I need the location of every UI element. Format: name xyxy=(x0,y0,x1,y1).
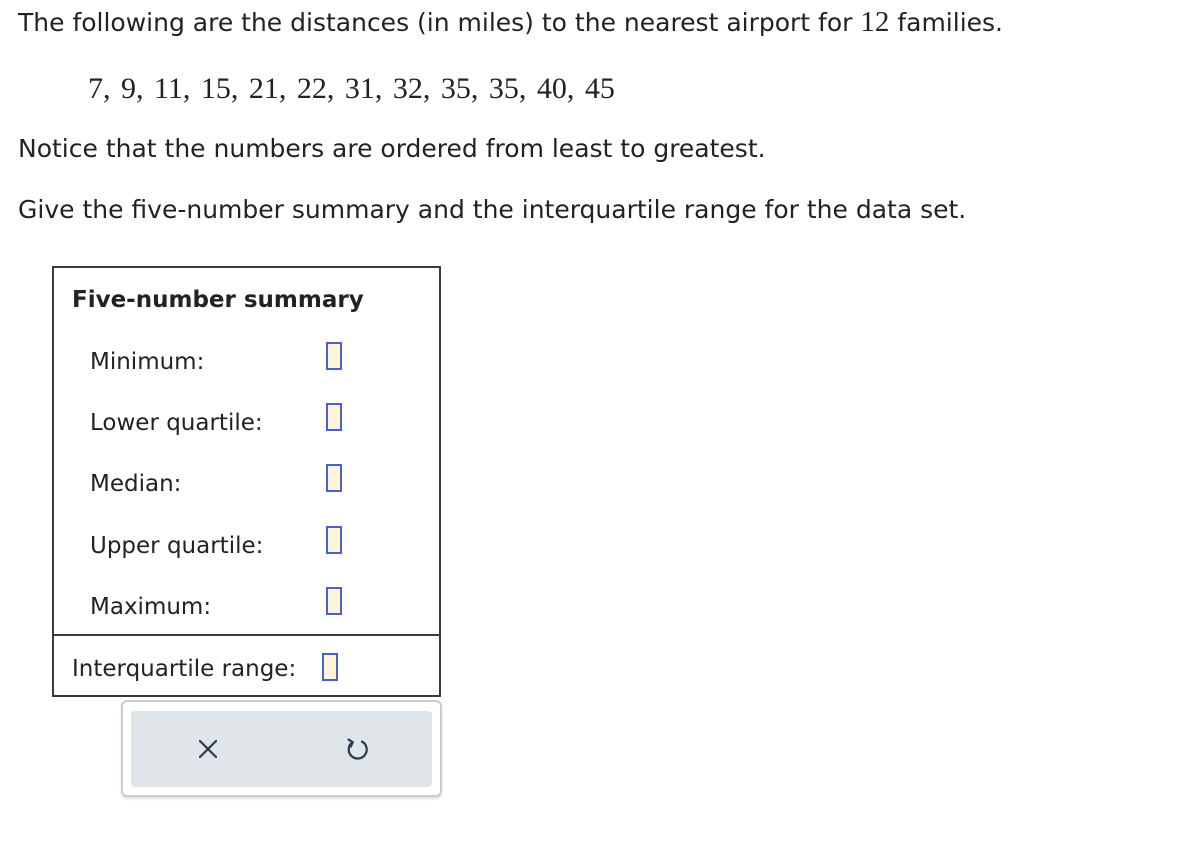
question-intro xyxy=(18,7,1003,38)
iqr-label: Interquartile range: xyxy=(72,656,297,682)
family-count: 12 xyxy=(860,6,890,38)
lower-quartile-input[interactable] xyxy=(326,403,342,431)
question-intro-suffix: families. xyxy=(889,8,1004,37)
notice-text: Notice that the numbers are ordered from least to greatest. xyxy=(18,134,766,163)
summary-title: Five-number summary xyxy=(72,287,364,313)
five-number-summary-panel xyxy=(52,266,441,697)
median-label: Median: xyxy=(90,471,182,497)
clear-button[interactable] xyxy=(190,731,226,767)
answer-controls xyxy=(121,700,442,797)
minimum-label: Minimum: xyxy=(90,349,205,375)
lower-quartile-label: Lower quartile: xyxy=(90,410,263,436)
undo-arrow-icon xyxy=(344,736,370,762)
undo-button[interactable] xyxy=(339,731,375,767)
close-x-icon xyxy=(196,737,220,761)
data-values: 7, 9, 11, 15, 21, 22, 31, 32, 35, 35, 40, 45 xyxy=(88,72,615,105)
panel-divider xyxy=(54,634,439,636)
question-intro-prefix: The following are the distances (in miles) to the nearest airport for xyxy=(18,8,861,37)
iqr-input[interactable] xyxy=(322,653,338,681)
upper-quartile-label: Upper quartile: xyxy=(90,533,264,559)
instruction-text: Give the five-number summary and the interquartile range for the data set. xyxy=(18,195,967,224)
maximum-input[interactable] xyxy=(326,587,342,615)
upper-quartile-input[interactable] xyxy=(326,526,342,554)
median-input[interactable] xyxy=(326,464,342,492)
button-bar xyxy=(131,711,432,787)
maximum-label: Maximum: xyxy=(90,594,212,620)
minimum-input[interactable] xyxy=(326,342,342,370)
